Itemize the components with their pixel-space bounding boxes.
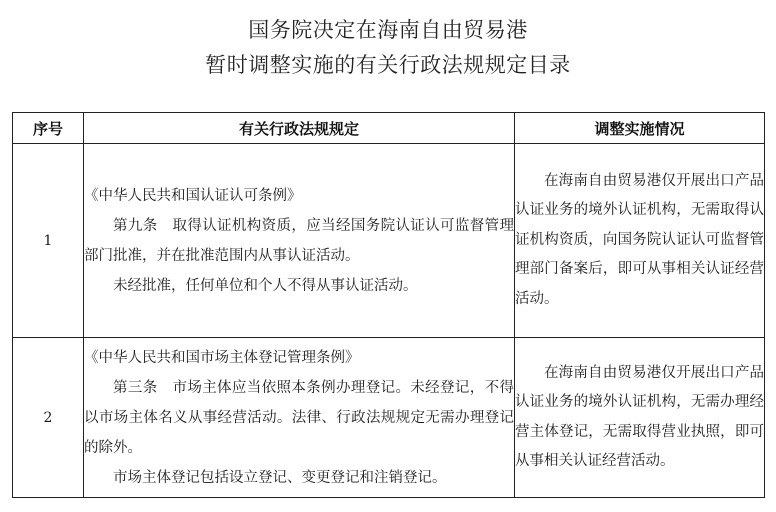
row-number: 1 <box>13 144 84 338</box>
regulation-paragraph: 未经批准，任何单位和个人不得从事认证活动。 <box>113 277 418 294</box>
row-number: 2 <box>13 338 84 498</box>
adjustment-text: 在海南自由贸易港仅开展出口产品认证业务的境外认证机构，无需办理经营主体登记，无需取得营业执照，即可从事相关认证经营活动。 <box>515 364 764 469</box>
regulation-name: 《中华人民共和国市场主体登记管理条例》 <box>84 349 360 366</box>
table-row <box>13 338 765 498</box>
regulation-name: 《中华人民共和国认证认可条例》 <box>84 187 302 204</box>
regulation-cell <box>84 338 515 498</box>
regulation-cell <box>84 144 515 338</box>
regulation-paragraph: 第九条 取得认证机构资质，应当经国务院认证认可监督管理部门批准，并在批准范围内从事认证活动。 <box>84 217 514 264</box>
adjustment-text: 在海南自由贸易港仅开展出口产品认证业务的境外认证机构，无需取得认证机构资质，向国务院认证认可监督管理部门备案后，即可从事相关认证经营活动。 <box>515 172 764 307</box>
header-regulation: 有关行政法规规定 <box>84 113 515 144</box>
document-title-line1: 国务院决定在海南自由贸易港 <box>248 18 528 42</box>
table-header-row <box>13 113 765 144</box>
regulation-paragraph: 市场主体登记包括设立登记、变更登记和注销登记。 <box>113 469 447 486</box>
header-adjustment: 调整实施情况 <box>515 113 765 144</box>
regulation-paragraph: 第三条 市场主体应当依照本条例办理登记。未经登记，不得以市场主体名义从事经营活动。法律、行政法规规定无需办理登记的除外。 <box>84 379 514 456</box>
adjustment-cell <box>515 338 765 498</box>
document-title-line2: 暂时调整实施的有关行政法规规定目录 <box>205 53 571 77</box>
table-row <box>13 144 765 338</box>
regulation-catalog-table <box>12 112 765 498</box>
adjustment-cell <box>515 144 765 338</box>
header-no: 序号 <box>13 113 84 144</box>
